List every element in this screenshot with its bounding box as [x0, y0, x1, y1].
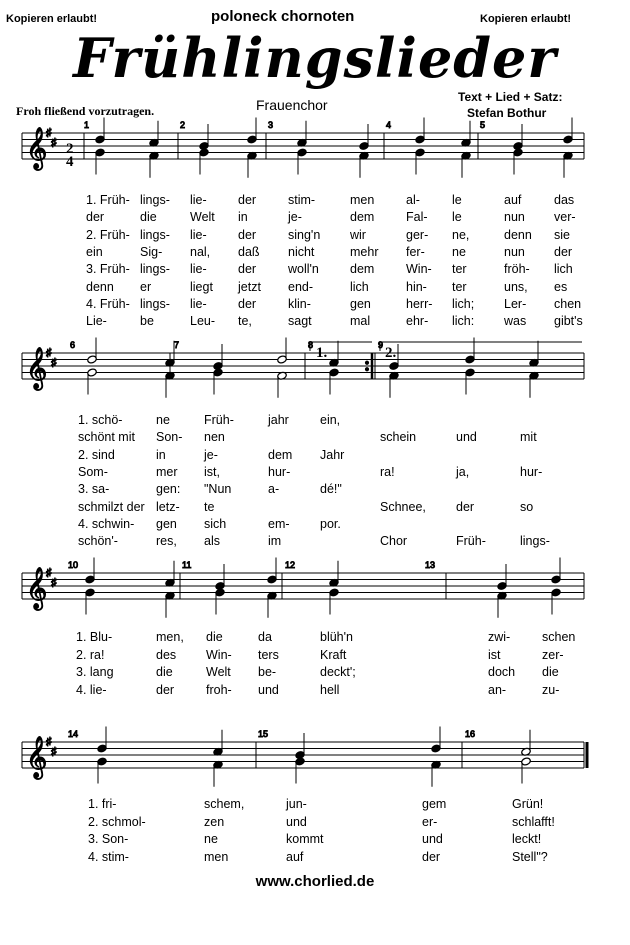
- lyric-syllable: 4. Früh-: [86, 296, 130, 311]
- lyric-syllable: nun: [504, 210, 525, 225]
- lyric-syllable: was: [504, 314, 527, 329]
- lyric-syllable: herr-: [406, 296, 433, 311]
- lyric-syllable: lings-: [520, 534, 550, 549]
- lyric-syllable: nun: [504, 244, 525, 259]
- lyric-syllable: der: [238, 296, 257, 311]
- lyric-syllable: 3. lang: [76, 665, 114, 679]
- lyric-syllable: wir: [350, 227, 366, 242]
- treble-clef-icon: 𝄞: [26, 348, 48, 389]
- lyric-syllable: lie-: [190, 227, 207, 242]
- lyric-syllable: und: [258, 682, 279, 697]
- lyric-syllable: dé!": [320, 482, 342, 497]
- ending-1-label: 1.: [316, 345, 328, 361]
- lyric-syllable: Früh-: [204, 413, 234, 427]
- lyric-syllable: je-: [204, 447, 218, 462]
- lyric-syllable: Win-: [206, 647, 232, 662]
- lyric-syllable: Leu-: [190, 314, 216, 329]
- lyric-syllable: men,: [156, 630, 184, 644]
- copy-note-left: Kopieren erlaubt!: [6, 13, 98, 25]
- lyric-syllable: im: [268, 534, 282, 549]
- repeat-dot: [365, 361, 368, 364]
- measure-number: 16: [465, 729, 476, 739]
- lyric-syllable: ter: [452, 279, 467, 294]
- sharp-icon: ♯: [51, 746, 57, 758]
- measure-number: 15: [258, 729, 269, 739]
- lyric-syllable: ne: [204, 832, 218, 846]
- treble-clef-icon: 𝄞: [26, 128, 48, 169]
- lyric-syllable: chen: [554, 296, 582, 311]
- lyric-syllable: hell: [320, 682, 340, 697]
- lyric-syllable: Chor: [380, 534, 408, 549]
- lyric-syllable: ein,: [320, 413, 341, 427]
- lyric-syllable: die: [156, 665, 173, 679]
- lyric-syllable: stim-: [288, 193, 316, 207]
- lyric-syllable: schön'-: [78, 534, 118, 549]
- ensemble-label: Frauenchor: [256, 97, 328, 113]
- sharp-icon: ♯: [51, 357, 57, 369]
- notehead: [277, 355, 287, 364]
- time-signature-top: 2: [66, 141, 74, 157]
- lyric-syllable: nicht: [288, 244, 315, 259]
- lyric-syllable: te: [204, 499, 215, 514]
- lyric-syllable: gen:: [156, 482, 181, 497]
- lyric-syllable: te,: [238, 314, 252, 329]
- lyric-syllable: sich: [204, 516, 227, 531]
- lyric-syllable: ters: [258, 647, 279, 662]
- lyric-syllable: woll'n: [288, 262, 319, 277]
- lyric-syllable: Win-: [406, 262, 432, 277]
- lyric-syllable: 4. stim-: [88, 849, 129, 864]
- lyric-syllable: so: [520, 499, 534, 514]
- lyric-syllable: Ler-: [504, 296, 527, 311]
- lyric-syllable: ne: [452, 244, 466, 259]
- measure-number: 6: [70, 340, 76, 350]
- lyric-syllable: leckt!: [512, 832, 542, 846]
- lyric-syllable: der: [238, 193, 257, 207]
- lyric-syllable: ein: [86, 244, 103, 259]
- measure-number: 4: [386, 120, 392, 130]
- repeat-dot: [365, 368, 368, 371]
- lyric-syllable: der: [422, 849, 441, 864]
- lyric-syllable: Sig-: [140, 244, 163, 259]
- lyric-syllable: denn: [86, 279, 114, 294]
- measure-number: 7: [174, 340, 180, 350]
- lyric-syllable: schein: [380, 430, 417, 445]
- lyric-syllable: Grün!: [512, 797, 544, 811]
- lyric-syllable: schönt mit: [78, 430, 135, 445]
- lyric-syllable: jahr: [268, 413, 289, 427]
- lyric-syllable: lich: [554, 262, 573, 277]
- lyric-syllable: al-: [406, 193, 420, 207]
- lyric-syllable: 2. Früh-: [86, 227, 130, 242]
- lyric-syllable: a-: [268, 482, 280, 497]
- lyric-syllable: 3. sa-: [78, 482, 110, 497]
- lyric-syllable: und: [422, 832, 443, 846]
- lyric-syllable: lie-: [190, 296, 207, 311]
- sharp-icon: ♯: [46, 347, 52, 359]
- lyric-syllable: der: [456, 499, 475, 514]
- lyric-syllable: "Nun: [204, 482, 232, 497]
- lyric-syllable: le: [452, 210, 462, 225]
- lyric-syllable: liegt: [190, 279, 213, 294]
- lyric-syllable: lings-: [140, 227, 170, 242]
- lyric-syllable: daß: [238, 244, 260, 259]
- lyric-syllable: die: [140, 210, 157, 225]
- measure-number: 1: [84, 120, 90, 130]
- lyric-syllable: por.: [320, 516, 341, 531]
- lyric-syllable: sie: [554, 227, 570, 242]
- lyric-syllable: men: [350, 193, 375, 207]
- lyric-syllable: be: [140, 314, 154, 329]
- lyric-syllable: ger-: [406, 227, 429, 242]
- lyric-syllable: Stell"?: [512, 849, 548, 864]
- lyric-syllable: em-: [268, 516, 290, 531]
- lyric-syllable: denn: [504, 227, 532, 242]
- measure-number: 8: [308, 340, 314, 350]
- lyric-syllable: und: [456, 430, 477, 445]
- lyric-syllable: hur-: [268, 464, 291, 479]
- ending-2-label: 2.: [385, 345, 397, 361]
- measure-number: 13: [425, 560, 436, 570]
- lyric-syllable: als: [204, 534, 220, 549]
- measure-number: 2: [180, 120, 186, 130]
- lyric-syllable: gibt's: [554, 314, 583, 329]
- lyric-syllable: nen: [204, 430, 225, 445]
- lyric-syllable: ehr-: [406, 314, 429, 329]
- lyric-syllable: der: [156, 682, 175, 697]
- lyric-syllable: zu-: [542, 682, 560, 697]
- song-title: Frühlingslieder: [73, 26, 557, 90]
- lyric-syllable: klin-: [288, 296, 311, 311]
- lyric-syllable: Som-: [78, 464, 108, 479]
- lyric-syllable: zer-: [542, 647, 564, 662]
- lyric-syllable: 2. sind: [78, 447, 115, 462]
- lyric-syllable: fröh-: [504, 262, 530, 277]
- lyric-syllable: uns,: [504, 279, 528, 294]
- lyric-syllable: deckt';: [320, 665, 356, 679]
- lyric-syllable: doch: [488, 665, 516, 679]
- measure-number: 9: [378, 340, 384, 350]
- lyric-syllable: ne: [156, 413, 170, 427]
- lyric-syllable: Welt: [190, 210, 215, 225]
- measure-number: 11: [182, 560, 192, 570]
- measure-number: 10: [68, 560, 79, 570]
- credit-line-2: Stefan Bothur: [467, 106, 547, 120]
- lyric-syllable: es: [554, 279, 568, 294]
- lyric-syllable: Jahr: [320, 447, 345, 462]
- lyric-syllable: fer-: [406, 244, 425, 259]
- notehead: [521, 757, 531, 766]
- lyric-syllable: end-: [288, 279, 314, 294]
- lyric-syllable: hur-: [520, 464, 543, 479]
- measure-number: 14: [68, 729, 79, 739]
- lyric-syllable: in: [238, 210, 248, 225]
- lyric-syllable: lie-: [190, 262, 207, 277]
- sharp-icon: ♯: [51, 137, 57, 149]
- measure-number: 12: [285, 560, 296, 570]
- lyric-syllable: ist: [488, 647, 501, 662]
- lyric-syllable: gen: [350, 296, 371, 311]
- lyric-syllable: 1. schö-: [78, 413, 123, 427]
- lyric-syllable: auf: [504, 193, 522, 207]
- lyric-syllable: schem,: [204, 797, 245, 811]
- lyric-syllable: lich;: [452, 296, 475, 311]
- measure-number: 5: [480, 120, 486, 130]
- lyric-syllable: ter: [452, 262, 467, 277]
- lyric-syllable: dem: [350, 210, 375, 225]
- lyric-syllable: jun-: [286, 797, 307, 811]
- lyric-syllable: Früh-: [456, 534, 486, 549]
- time-signature-bottom: 4: [66, 154, 74, 170]
- lyric-syllable: da: [258, 630, 272, 644]
- lyric-syllable: das: [554, 193, 575, 207]
- lyric-syllable: 3. Früh-: [86, 262, 130, 277]
- lyric-syllable: er-: [422, 814, 438, 829]
- lyric-syllable: le: [452, 193, 462, 207]
- lyric-syllable: schmilzt der: [78, 499, 145, 514]
- sharp-icon: ♯: [46, 127, 52, 139]
- treble-clef-icon: 𝄞: [26, 568, 48, 609]
- lyric-syllable: blüh'n: [320, 630, 353, 644]
- lyric-syllable: 4. schwin-: [78, 516, 135, 531]
- lyric-syllable: dem: [268, 447, 293, 462]
- lyric-syllable: ra!: [380, 464, 395, 479]
- lyric-syllable: kommt: [286, 832, 324, 846]
- lyric-syllable: Lie-: [86, 314, 107, 329]
- lyric-syllable: und: [286, 814, 307, 829]
- lyric-syllable: die: [206, 630, 223, 644]
- lyric-syllable: gen: [156, 516, 177, 531]
- lyric-syllable: mit: [520, 430, 537, 445]
- lyric-syllable: mal: [350, 314, 371, 329]
- lyric-syllable: lings-: [140, 262, 170, 277]
- lyric-syllable: nal,: [190, 244, 211, 259]
- sharp-icon: ♯: [46, 736, 52, 748]
- lyric-syllable: der: [554, 244, 573, 259]
- lyric-syllable: dem: [350, 262, 375, 277]
- lyric-syllable: 4. lie-: [76, 682, 107, 697]
- lyric-syllable: 1. fri-: [88, 797, 117, 811]
- lyric-syllable: der: [238, 227, 257, 242]
- notehead: [87, 368, 97, 377]
- lyric-syllable: sing'n: [288, 227, 321, 242]
- lyric-syllable: lich:: [452, 314, 475, 329]
- lyric-syllable: die: [542, 665, 559, 679]
- lyric-syllable: zen: [204, 814, 225, 829]
- lyric-syllable: lings-: [140, 296, 170, 311]
- lyric-syllable: mer: [156, 464, 178, 479]
- lyric-syllable: des: [156, 647, 177, 662]
- lyric-syllable: mehr: [350, 244, 379, 259]
- treble-clef-icon: 𝄞: [26, 737, 48, 778]
- measure-number: 3: [268, 120, 274, 130]
- lyric-syllable: ne,: [452, 227, 470, 242]
- lyric-syllable: 1. Blu-: [76, 630, 113, 644]
- lyric-syllable: jetzt: [238, 279, 261, 294]
- lyric-syllable: er: [140, 279, 152, 294]
- notehead: [87, 355, 97, 364]
- footer-url[interactable]: www.chorlied.de: [255, 873, 375, 890]
- lyric-syllable: auf: [286, 849, 304, 864]
- credit-line-1: Text + Lied + Satz:: [458, 90, 563, 104]
- lyric-syllable: 1. Früh-: [86, 193, 130, 207]
- lyric-syllable: lich: [350, 279, 369, 294]
- lyric-syllable: lie-: [190, 193, 207, 207]
- lyric-syllable: be-: [258, 665, 277, 679]
- sharp-icon: ♯: [46, 567, 52, 579]
- lyric-syllable: 3. Son-: [88, 832, 129, 846]
- lyric-syllable: Welt: [206, 665, 231, 679]
- lyric-syllable: Son-: [156, 430, 183, 445]
- lyric-syllable: ver-: [554, 210, 576, 225]
- lyric-syllable: der: [86, 210, 105, 225]
- lyric-syllable: zwi-: [488, 630, 511, 644]
- lyric-syllable: der: [238, 262, 257, 277]
- lyric-syllable: hin-: [406, 279, 427, 294]
- lyric-syllable: schlafft!: [512, 814, 555, 829]
- lyric-syllable: gem: [422, 797, 447, 811]
- lyric-syllable: sagt: [288, 314, 312, 329]
- lyric-syllable: ist,: [204, 464, 220, 479]
- lyric-syllable: an-: [488, 682, 507, 697]
- lyric-syllable: je-: [288, 210, 302, 225]
- sharp-icon: ♯: [51, 577, 57, 589]
- lyric-syllable: schen: [542, 630, 576, 644]
- lyric-syllable: 2. ra!: [76, 647, 105, 662]
- lyric-syllable: Schnee,: [380, 499, 426, 514]
- lyric-syllable: ja,: [456, 464, 470, 479]
- publisher-brand: poloneck chornoten: [211, 8, 355, 25]
- lyric-syllable: in: [156, 447, 166, 462]
- lyric-syllable: lings-: [140, 193, 170, 207]
- lyric-syllable: Kraft: [320, 647, 347, 662]
- lyric-syllable: res,: [156, 534, 177, 549]
- tempo-marking: Froh fließend vorzutragen.: [16, 104, 155, 118]
- lyric-syllable: 2. schmol-: [88, 814, 146, 829]
- copy-note-right: Kopieren erlaubt!: [480, 13, 572, 25]
- lyric-syllable: letz-: [156, 499, 180, 514]
- lyric-syllable: Fal-: [406, 210, 428, 225]
- lyric-syllable: men: [204, 849, 229, 864]
- lyric-syllable: froh-: [206, 682, 232, 697]
